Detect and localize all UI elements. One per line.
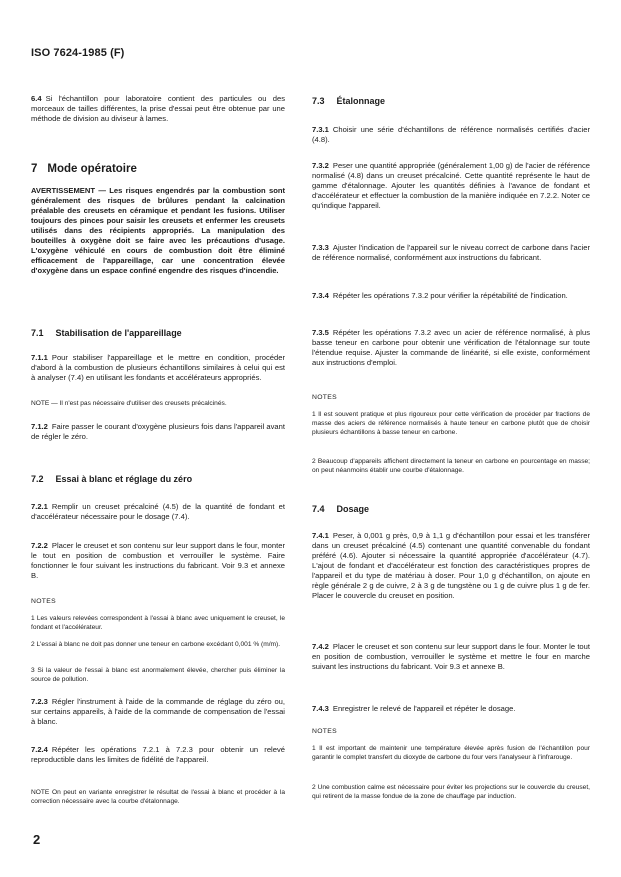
clause-7-4-1: 7.4.1 Peser, à 0,001 g près, 0,9 à 1,1 g d'échantillon pour essai et les transférer dans un creuset précalciné (4.5) contenant une quantité convenable du fondant préféré (4.6). Ajouter si nécessaire la quantité appropriée d'accélérateur (4.7). L'ajout de fondant et d'accélérateur est fonction des caractéristiques propres de l'appareil et du type de matériau à doser. Pour 1,0 g d'échantillon, on ajoute en règle générale 2 g de cuivre, 2 à 3 g de tungstène ou 1 g de cuivre plus 1 g de fer. Placer le couvercle du creuset en position.	[312, 531, 590, 600]
document-header: ISO 7624-1985 (F)	[31, 47, 125, 59]
notes-label: NOTES	[312, 728, 337, 735]
clause-6-4: 6.4 Si l'échantillon pour laboratoire contient des particules ou des morceaux de tailles différentes, la prise d'essai peut être obtenue par une méthode de division au diviseur à lames.	[31, 94, 285, 123]
clause-7-1-2: 7.1.2 Faire passer le courant d'oxygène plusieurs fois dans l'appareil avant de régler le zéro.	[31, 422, 285, 441]
clause-7-3-1: 7.3.1 Choisir une série d'échantillons de référence normalisés certifiés d'acier (4.8).	[312, 125, 590, 144]
section-7-3-heading: 7.3 Étalonnage	[312, 96, 386, 106]
clause-7-2-3: 7.2.3 Régler l'instrument à l'aide de la commande de réglage du zéro ou, sur certains appareils, à l'aide de la commande de compensation de l'essai à blanc.	[31, 697, 285, 726]
note-7-4-3-2: 2 Une combustion calme est nécessaire pour éviter les projections sur le couvercle du creuset, qui retirent de la masse fondue de la zone de chauffage par induction.	[312, 784, 590, 800]
notes-label: NOTES	[31, 598, 56, 605]
section-7-heading: 7 Mode opératoire	[31, 163, 137, 175]
note-7-3-5-1: 1 Il est souvent pratique et plus rigoureux pour cette vérification de procéder par fractions de masse des aciers de référence normalisés à haute teneur en carbone plutôt que de choisir plusieurs échantillons à basse teneur en carbone.	[312, 411, 590, 436]
note-7-2-2-2: 2 L'essai à blanc ne doit pas donner une teneur en carbone excédant 0,001 % (m/m).	[31, 641, 281, 648]
clause-7-2-4: 7.2.4 Répéter les opérations 7.2.1 à 7.2.3 pour obtenir un relevé reproductible dans les limites de fidélité de l'appareil.	[31, 745, 285, 764]
notes-label: NOTES	[312, 394, 337, 401]
clause-7-2-1: 7.2.1 Remplir un creuset précalciné (4.5) de la quantité de fondant et d'accélérateur nécessaire pour le dosage (7.4).	[31, 502, 285, 521]
note-7-3-5-2: 2 Beaucoup d'appareils affichent directement la teneur en carbone en pourcentage en masse; on peut néanmoins établir une courbe d'étalonnage.	[312, 458, 590, 474]
clause-7-4-2: 7.4.2 Placer le creuset et son contenu sur leur support dans le four. Monter le tout en position de combustion, verrouiller le système et mettre le four en marche suivant les instructions du fabricant. Voir 9.3 et annexe B.	[312, 642, 590, 671]
note-7-2-2-3: 3 Si la valeur de l'essai à blanc est anormalement élevée, chercher puis éliminer la source de pollution.	[31, 667, 285, 683]
clause-7-3-3: 7.3.3 Ajuster l'indication de l'appareil sur le niveau correct de carbone dans l'acier de référence normalisé, conformément aux instructions du fabricant.	[312, 243, 590, 262]
section-7-2-heading: 7.2 Essai à blanc et réglage du zéro	[31, 474, 193, 484]
note-7-4-3-1: 1 Il est important de maintenir une température élevée après fusion de l'échantillon pour garantir le complet transfert du dioxyde de carbone du four vers l'analyseur à l'infrarouge.	[312, 745, 590, 761]
clause-7-4-3: 7.4.3 Enregistrer le relevé de l'appareil et répéter le dosage.	[312, 704, 516, 713]
section-7-4-heading: 7.4 Dosage	[312, 504, 370, 514]
warning-paragraph: AVERTISSEMENT — Les risques engendrés par la combustion sont généralement des risques de brûlures pendant la calcination préalable des creusets en céramique et pendant les fusions. Utiliser toujours des pinces pour saisir les creusets et enfermer les creusets utilisés dans des récipients appropriés. La manipulation des bouteilles à oxygène doit se faire avec les précautions d'usage. L'oxygène véhiculé en cours de combustion doit être éliminé efficacement de l'appareillage, car une concentration élevée d'oxygène dans un espace confiné engendre des risques d'incendie.	[31, 186, 285, 275]
clause-7-3-4: 7.3.4 Répéter les opérations 7.3.2 pour vérifier la répétabilité de l'indication.	[312, 291, 568, 300]
clause-7-3-5: 7.3.5 Répéter les opérations 7.3.2 avec un acier de référence normalisé, à plus basse teneur en carbone pour obtenir une vérification de l'étalonnage sur toute l'étendue requise. Ajuster la commande de linéarité, si elle existe, conformément aux instructions d'emploi.	[312, 328, 590, 367]
clause-7-3-2: 7.3.2 Peser une quantité appropriée (généralement 1,00 g) de l'acier de référence normalisé (4.8) dans un creuset précalciné. Cette quantité représente le haut de gamme d'étalonnage. Ajouter les quantités définies à l'avance de fondant et d'accélérateur et effectuer la combustion de la manière indiquée en 7.2.2. Noter ce qu'indique l'appareil.	[312, 161, 590, 210]
page-number: 2	[33, 832, 41, 847]
clause-7-1-1: 7.1.1 Pour stabiliser l'appareillage et le mettre en condition, procéder d'abord à la combustion de plusieurs échantillons similaires à celui qui est à analyser (7.4) en utilisant les fondants et accélérateurs appropriés.	[31, 353, 285, 382]
clause-7-2-2: 7.2.2 Placer le creuset et son contenu sur leur support dans le four, monter le tout en position de combustion et verrouiller le système. Faire fonctionner le four suivant les instructions du fabricant. Voir 9.3 et annexe B.	[31, 541, 285, 580]
note-7-2-2-1: 1 Les valeurs relevées correspondent à l'essai à blanc avec uniquement le creuset, le fondant et l'accélérateur.	[31, 615, 285, 631]
note-7-1: NOTE — Il n'est pas nécessaire d'utiliser des creusets précalcinés.	[31, 400, 227, 407]
section-7-1-heading: 7.1 Stabilisation de l'appareillage	[31, 328, 182, 338]
note-7-2-4: NOTE On peut en variante enregistrer le résultat de l'essai à blanc et procéder à la correction nécessaire avec la courbe d'étalonnage.	[31, 789, 285, 805]
